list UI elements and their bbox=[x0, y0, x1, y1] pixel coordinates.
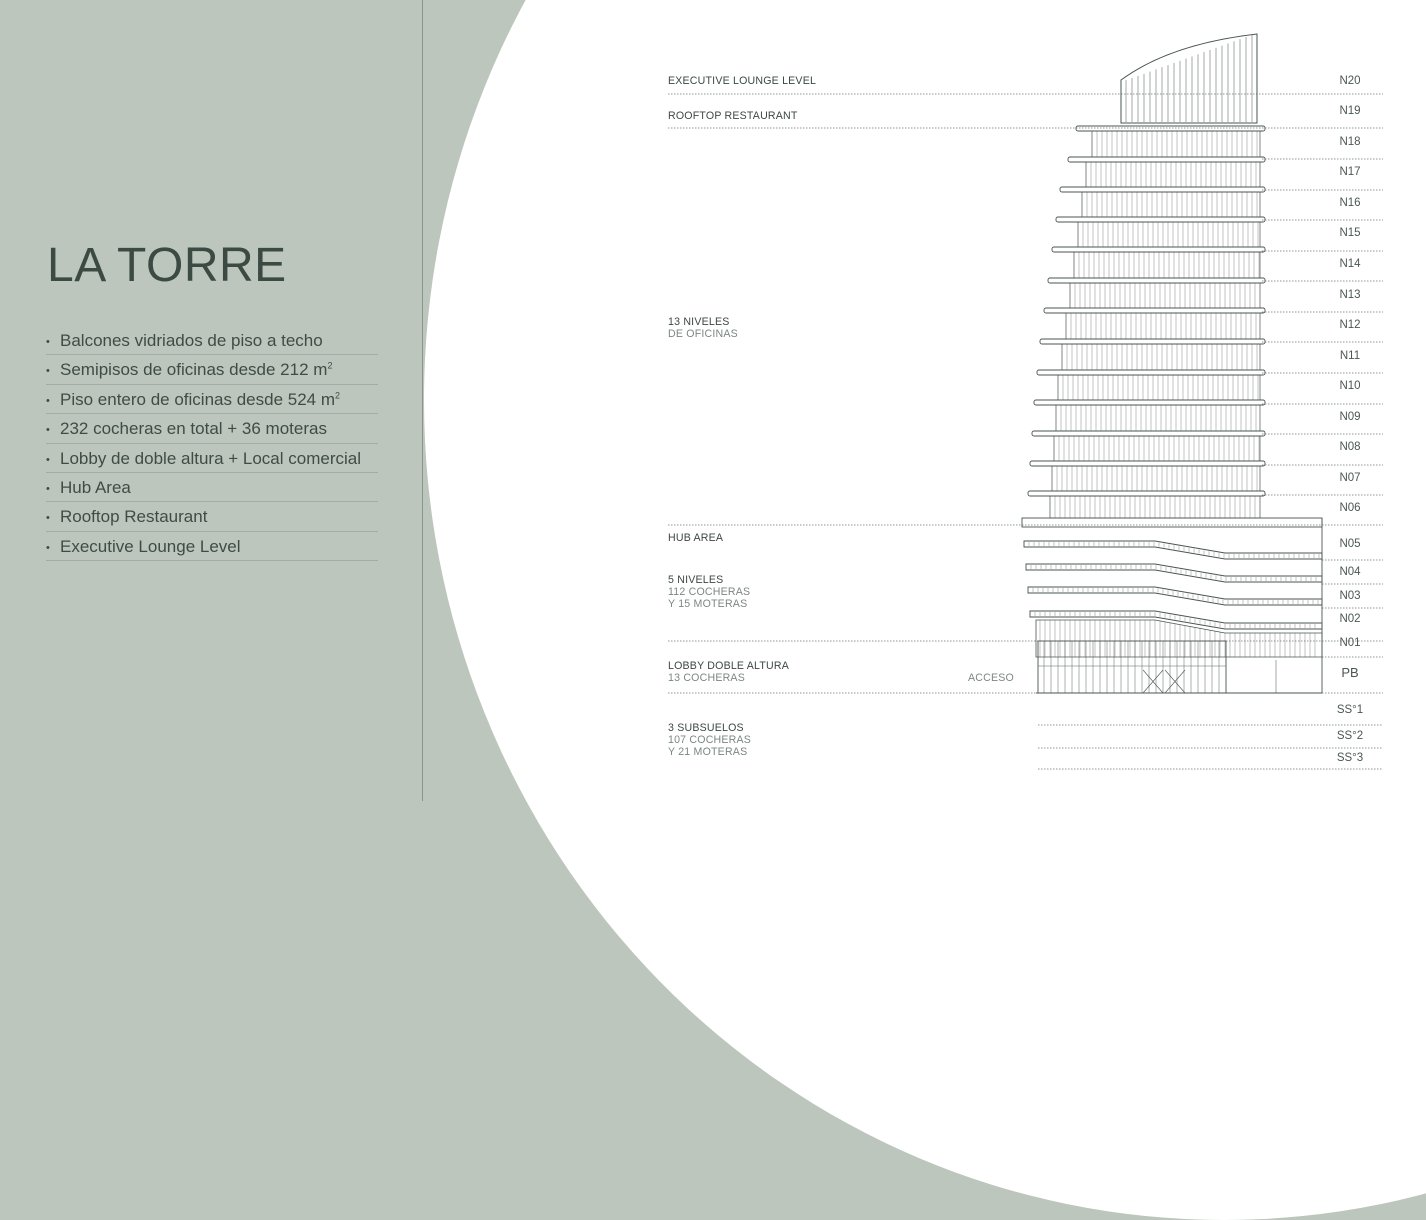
feature-text: 232 cocheras en total + 36 moteras bbox=[60, 419, 327, 439]
level-label: N03 bbox=[1339, 590, 1361, 602]
level-label: N20 bbox=[1339, 75, 1361, 87]
glass-band bbox=[1074, 252, 1260, 278]
floor-slab bbox=[1028, 491, 1265, 496]
caption-lobby-title: LOBBY DOBLE ALTURA bbox=[668, 660, 789, 672]
floor-slab bbox=[1056, 217, 1265, 222]
glass-band bbox=[1092, 131, 1260, 157]
caption-hub-area: HUB AREA bbox=[668, 532, 724, 544]
floor-slab bbox=[1032, 431, 1265, 436]
page-title: LA TORRE bbox=[47, 239, 287, 292]
feature-text: Executive Lounge Level bbox=[60, 536, 241, 556]
bullet-icon: • bbox=[46, 424, 50, 437]
level-label: SS°2 bbox=[1336, 730, 1364, 742]
level-label: N07 bbox=[1339, 472, 1361, 484]
caption-basement-sub-1: 107 COCHERAS bbox=[668, 734, 752, 746]
floor-slab bbox=[1040, 339, 1265, 344]
caption-access: ACCESO bbox=[968, 672, 1014, 684]
floor-slab bbox=[1044, 308, 1265, 313]
caption-offices-sub: DE OFICINAS bbox=[668, 328, 738, 340]
caption-rooftop-restaurant: ROOFTOP RESTAURANT bbox=[668, 110, 798, 122]
bullet-icon: • bbox=[46, 394, 50, 407]
hub-slab bbox=[1022, 518, 1322, 527]
level-label: SS°3 bbox=[1336, 752, 1364, 764]
floor-slab bbox=[1048, 278, 1265, 283]
glass-band bbox=[1052, 466, 1260, 491]
glass-band bbox=[1082, 192, 1260, 217]
floor-slab bbox=[1052, 247, 1265, 252]
level-label: N11 bbox=[1339, 350, 1361, 362]
floor-slab bbox=[1060, 187, 1265, 192]
floor-slab bbox=[1076, 126, 1265, 131]
caption-parking-title: 5 NIVELES bbox=[668, 574, 724, 586]
level-label: N05 bbox=[1339, 538, 1361, 550]
bullet-icon: • bbox=[46, 512, 50, 525]
level-label: N01 bbox=[1339, 637, 1361, 649]
caption-parking-sub-2: Y 15 MOTERAS bbox=[668, 598, 748, 610]
caption-basement-title: 3 SUBSUELOS bbox=[668, 722, 744, 734]
level-label: N06 bbox=[1339, 502, 1361, 514]
parking-ramp bbox=[1026, 564, 1322, 582]
level-label: N14 bbox=[1339, 258, 1361, 270]
floor-slab bbox=[1037, 370, 1265, 375]
bullet-icon: • bbox=[46, 482, 50, 495]
superscript: 2 bbox=[335, 390, 341, 401]
glass-band bbox=[1086, 162, 1260, 187]
level-label: N13 bbox=[1339, 289, 1361, 301]
tower-drawing bbox=[1022, 34, 1322, 693]
level-label: N15 bbox=[1339, 227, 1361, 239]
level-label: N10 bbox=[1339, 380, 1361, 392]
glass-band bbox=[1058, 375, 1260, 400]
glass-band bbox=[1056, 405, 1260, 431]
glass-band bbox=[1062, 344, 1260, 370]
superscript: 2 bbox=[327, 360, 333, 371]
caption-basement-sub-2: Y 21 MOTERAS bbox=[668, 746, 748, 758]
floor-slab bbox=[1030, 461, 1265, 466]
caption-lobby-sub: 13 COCHERAS bbox=[668, 672, 745, 684]
bullet-icon: • bbox=[46, 541, 50, 554]
level-label: N02 bbox=[1339, 613, 1361, 625]
level-label: N04 bbox=[1339, 566, 1361, 578]
bullet-icon: • bbox=[46, 336, 50, 348]
caption-executive-lounge: EXECUTIVE LOUNGE LEVEL bbox=[668, 75, 817, 87]
tower-crown bbox=[1121, 34, 1257, 123]
parking-ramp bbox=[1024, 541, 1322, 559]
feature-text: Piso entero de oficinas desde 524 m bbox=[60, 389, 336, 409]
level-label: SS°1 bbox=[1336, 704, 1364, 716]
level-label: N16 bbox=[1339, 197, 1361, 209]
caption-parking-sub-1: 112 COCHERAS bbox=[668, 586, 751, 598]
section-captions bbox=[668, 75, 1014, 758]
feature-text: Rooftop Restaurant bbox=[60, 507, 208, 527]
entrance-doors bbox=[1143, 670, 1185, 693]
bullet-icon: • bbox=[46, 365, 50, 378]
floor-slab bbox=[1034, 400, 1265, 405]
caption-offices-title: 13 NIVELES bbox=[668, 316, 730, 328]
level-label: N17 bbox=[1339, 166, 1361, 178]
level-label: N18 bbox=[1339, 136, 1361, 148]
feature-text: Semipisos de oficinas desde 212 m bbox=[60, 360, 328, 380]
level-label: N09 bbox=[1339, 411, 1361, 423]
floor-slab bbox=[1068, 157, 1265, 162]
glass-band bbox=[1078, 222, 1260, 247]
feature-text: Hub Area bbox=[60, 477, 131, 497]
level-label: N12 bbox=[1339, 319, 1361, 331]
level-label: N19 bbox=[1339, 105, 1361, 117]
feature-text: Balcones vidriados de piso a techo bbox=[60, 331, 323, 350]
level-label: N08 bbox=[1339, 441, 1361, 453]
level-labels bbox=[1337, 75, 1363, 764]
bullet-icon: • bbox=[46, 453, 50, 466]
feature-text: Lobby de doble altura + Local comercial bbox=[60, 448, 361, 468]
level-label: PB bbox=[1341, 665, 1359, 680]
